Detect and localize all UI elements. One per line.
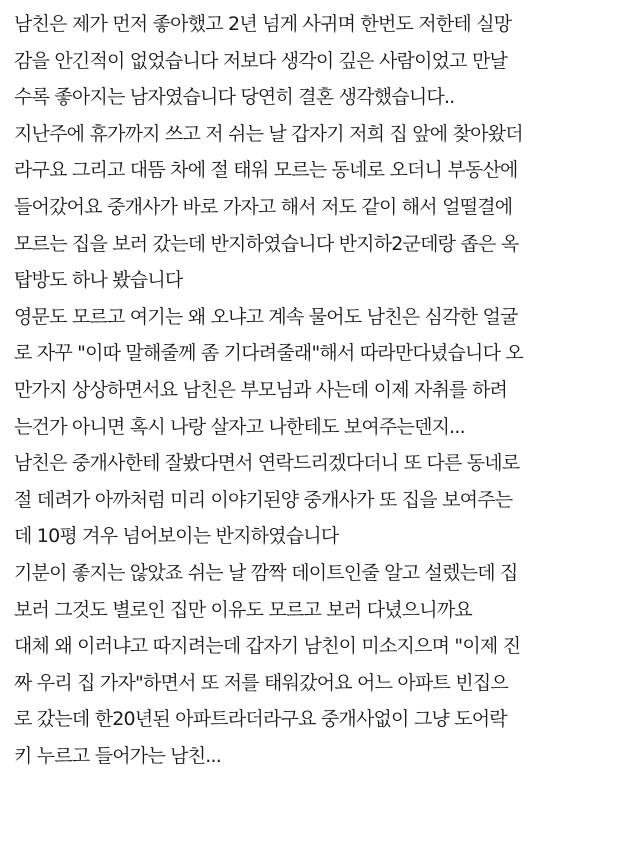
paragraph <box>14 116 626 299</box>
paragraph <box>14 445 626 555</box>
text-line: 짜 우리 집 가자"하면서 또 저를 태워갔어요 어느 아파트 빈집으 <box>14 671 508 694</box>
text-line: 기분이 좋지는 않았죠 쉬는 날 깜짝 데이트인줄 알고 설렜는데 집 <box>14 561 518 584</box>
text-line: 남친은 중개사한테 잘봤다면서 연락드리겠다더니 또 다른 동네로 <box>14 452 520 475</box>
paragraph <box>14 555 626 628</box>
text-line: 데 10평 겨우 넘어보이는 반지하였습니다 <box>14 525 339 548</box>
text-line: 영문도 모르고 여기는 왜 오냐고 계속 물어도 남친은 심각한 얼굴 <box>14 305 518 328</box>
text-line: 모르는 집을 보러 갔는데 반지하였습니다 반지하2군데랑 좁은 옥 <box>14 232 519 255</box>
text-line: 남친은 제가 먼저 좋아했고 2년 넘게 사귀며 한번도 저한테 실망 <box>14 13 512 35</box>
text-line: 만가지 상상하면서요 남친은 부모님과 사는데 이제 자취를 하려 <box>14 378 508 401</box>
text-line: 대체 왜 이러냐고 따지려는데 갑자기 남친이 미소지으며 "이제 진 <box>14 635 521 658</box>
paragraph <box>14 299 626 445</box>
text-line: 라구요 그리고 대뜸 차에 절 태워 모르는 동네로 오더니 부동산에 <box>14 159 518 182</box>
text-line: 보러 그것도 별로인 집만 이유도 모르고 보러 다녔으니까요 <box>14 598 472 621</box>
text-line: 로 갔는데 한20년된 아파트라더라구요 중개사없이 그냥 도어락 <box>14 708 507 731</box>
text-line: 감을 안긴적이 없었습니다 저보다 생각이 깊은 사람이었고 만날 <box>14 49 508 72</box>
text-line: 키 누르고 들어가는 남친... <box>14 744 221 767</box>
text-line: 지난주에 휴가까지 쓰고 저 쉬는 날 갑자기 저희 집 앞에 찾아왔더 <box>14 122 523 145</box>
text-line: 로 자꾸 "이따 말해줄께 좀 기다려줄래"해서 따라만다녔습니다 오 <box>14 342 523 365</box>
text-line: 는건가 아니면 혹시 나랑 살자고 나한테도 보여주는덴지... <box>14 415 465 438</box>
text-line: 절 데려가 아까처럼 미리 이야기된양 중개사가 또 집을 보여주는 <box>14 488 513 511</box>
paragraph <box>14 6 626 116</box>
text-line: 들어갔어요 중개사가 바로 가자고 해서 저도 같이 해서 얼떨결에 <box>14 195 513 218</box>
text-line: 수록 좋아지는 남자였습니다 당연히 결혼 생각했습니다.. <box>14 86 455 109</box>
paragraph <box>14 628 626 774</box>
text-line: 탑방도 하나 봤습니다 <box>14 269 183 292</box>
